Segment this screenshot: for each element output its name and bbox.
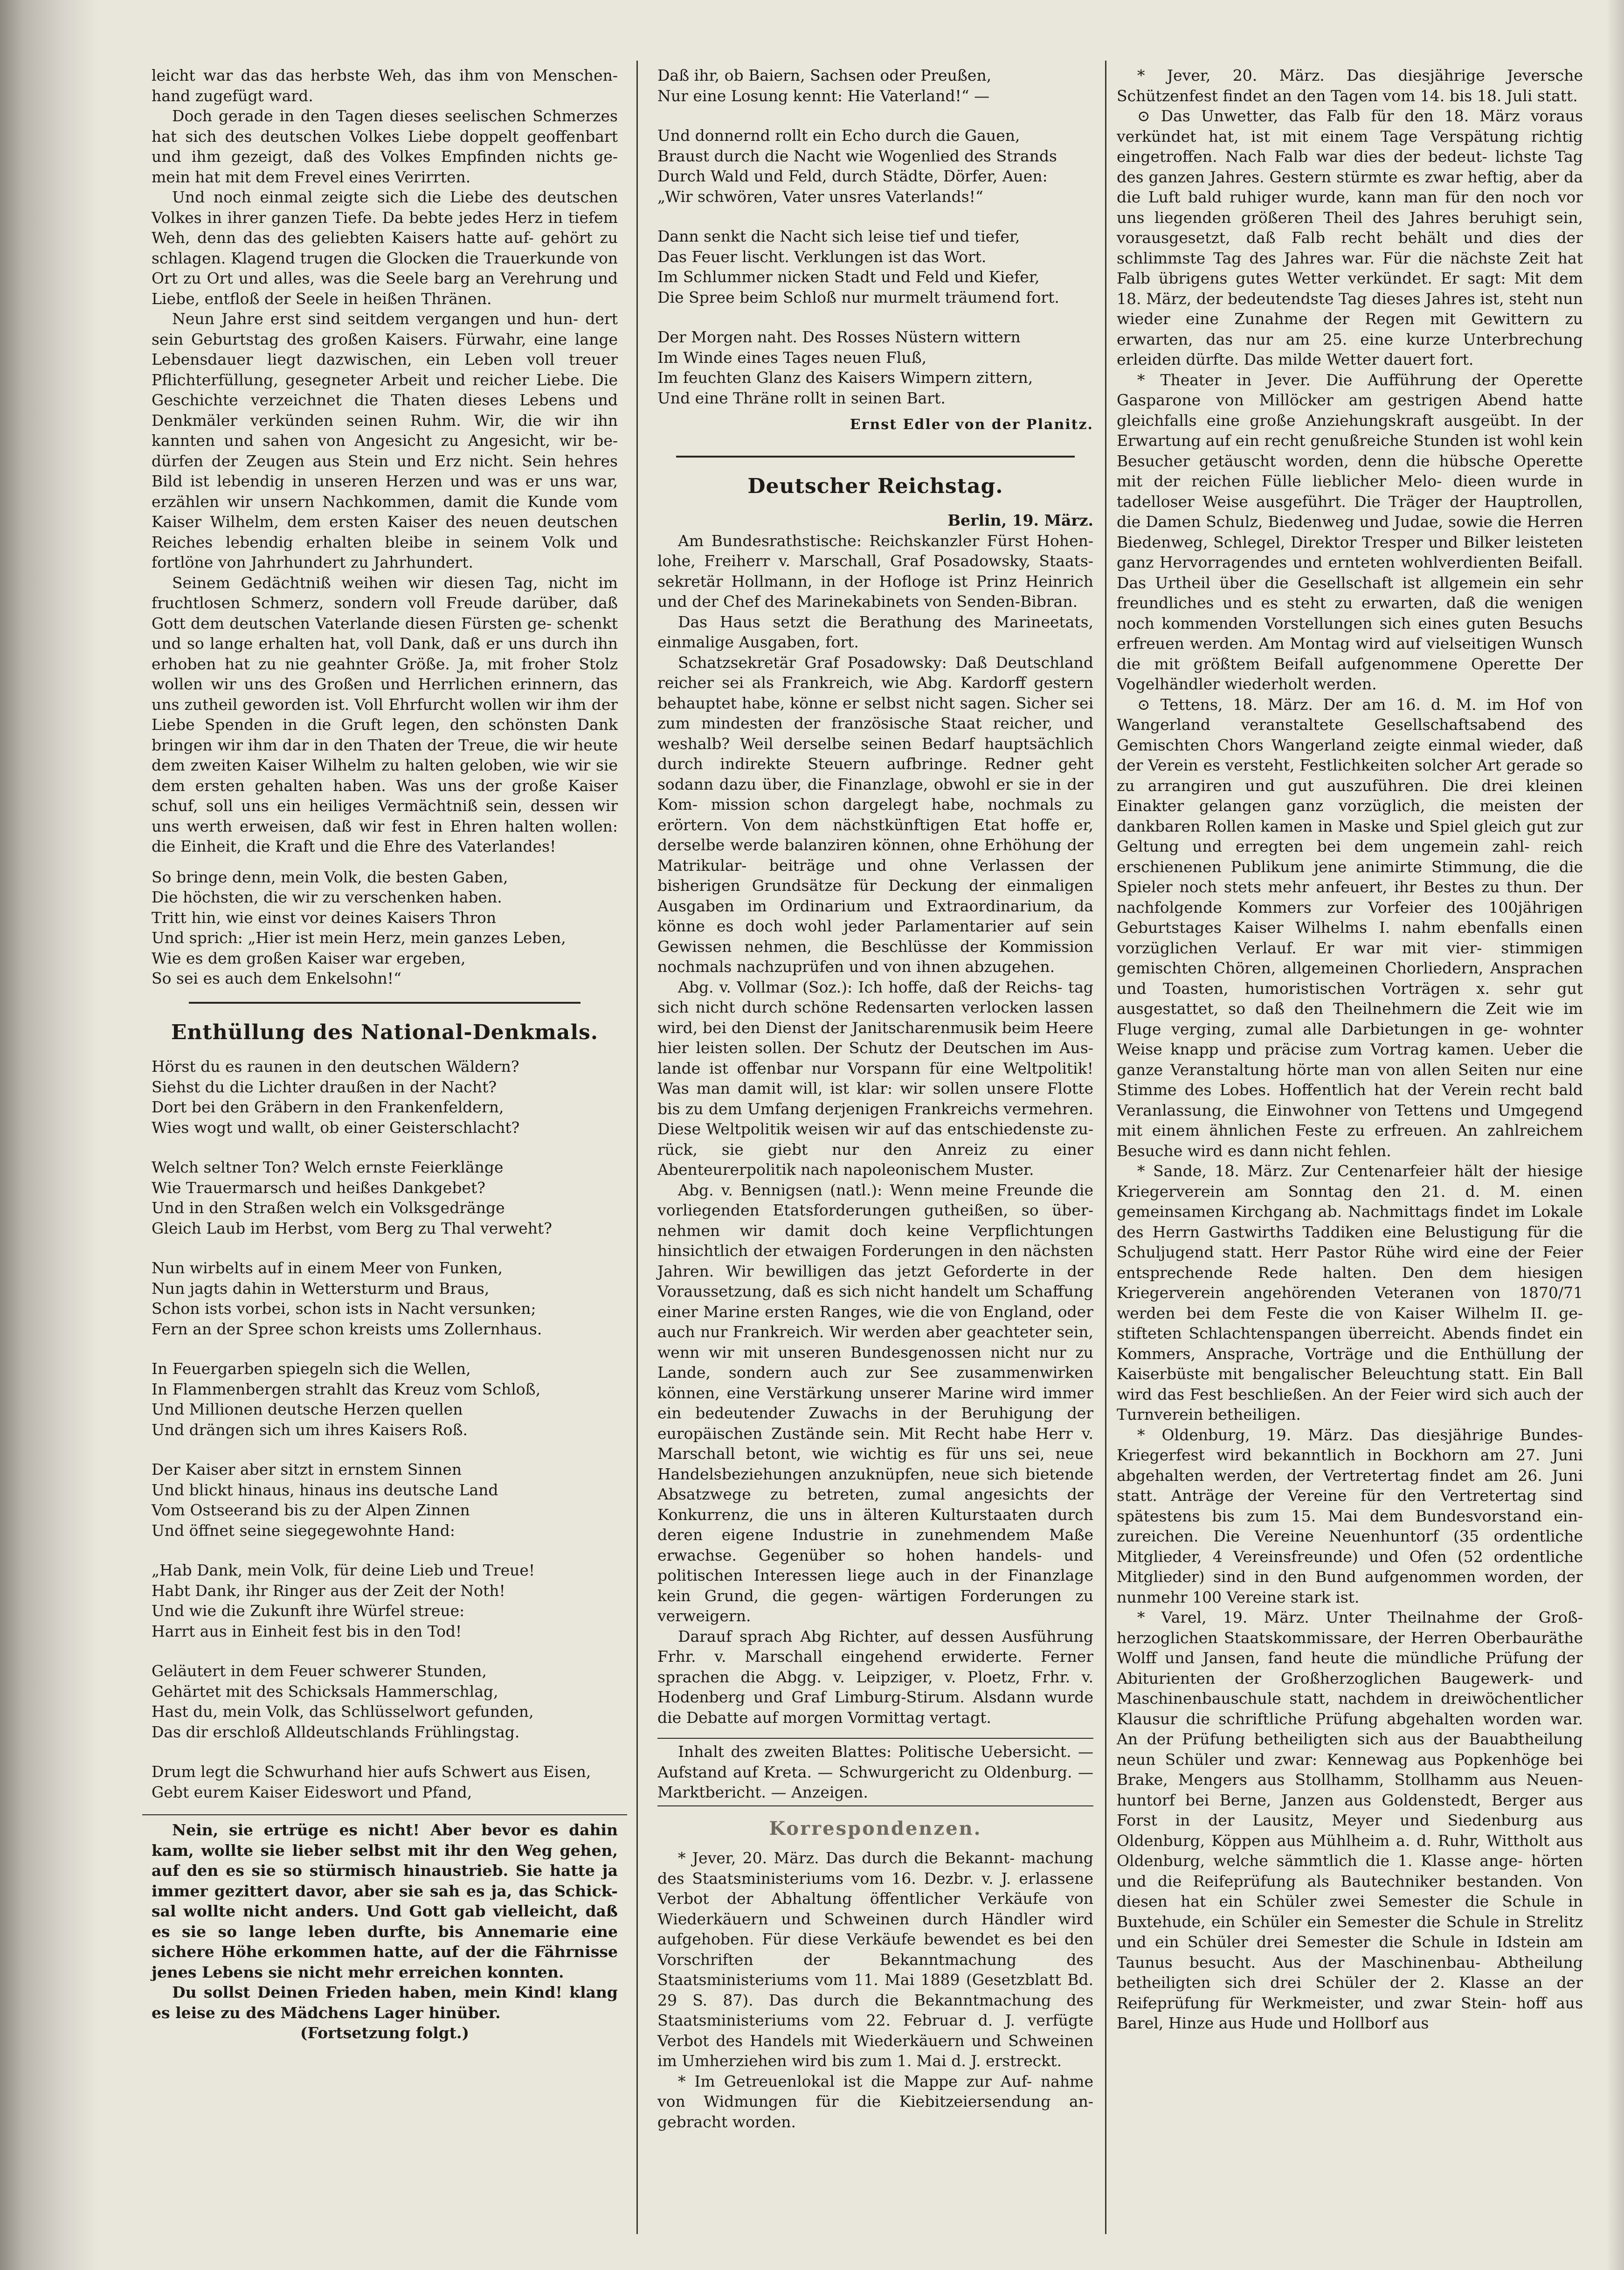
poem-title: Enthüllung des National-Denkmals. xyxy=(171,1020,599,1044)
feuilleton-paragraph: Nein, sie ertrüge es nicht! Aber bevor es dahin kam, wollte sie lieber selbst mit ihr den Weg gehen, auf den es sie so stürmisch hinaustrieb. Sie hatte ja immer gezittert davor, aber sie sah es ja, das Schick- sal wollte nicht anders. Und Gott gab vielleicht, daß es sie so lange leben durfte, bis Annemarie eine sichere Höhe erkommen hatte, auf der die Fährnisse jenes Lebens sie nicht mehr erreichen konnten. xyxy=(152,1821,618,1981)
poem-stanza: Drum legt die Schwurhand hier aufs Schwert aus Eisen, Gebt eurem Kaiser Eideswort und Pfand, xyxy=(152,1763,591,1801)
column-middle xyxy=(657,65,1093,2132)
page-edge xyxy=(1606,0,1624,2270)
paragraph: Abg. v. Vollmar (Soz.): Ich hoffe, daß der Reichs- tag sich nicht durch schöne Redensarten verlocken lassen wird, bei den Dienst der Janitscharenmusik beim Heere hier leisten sollen. Der Schutz der Deutschen im Aus- lande ist offenbar nur Vorspann für eine Weltpolitik! Was man damit will, ist klar: wir sollen unsere Flotte bis zu dem Umfang derjenigen Frankreichs vermehren. Diese Weltpolitik weisen wir auf das entschiedenste zu- rück, sie giebt nur den Anreiz zu einer Abenteurerpolitik nach napoleonischem Muster. xyxy=(657,978,1093,1179)
poem-stanza: Der Kaiser aber sitzt in ernstem Sinnen Und blickt hinaus, hinaus ins deutsche Land Vom Ostseerand bis zu der Alpen Zinnen Und öffnet seine siegegewohnte Hand: xyxy=(152,1460,498,1540)
paragraph: Abg. v. Bennigsen (natl.): Wenn meine Freunde die vorliegenden Etatsforderungen gutheißen, so über- nehmen wir damit doch keine Verpflichtungen hinsichtlich der etwaigen Forderungen in den nächsten Jahren. Wir bewilligen das jetzt Geforderte in der Voraussetzung, daß es sich nicht handelt um Schaffung einer Marine ersten Ranges, wie die von England, oder auch nur Frankreich. Wir werden aber geachteter sein, wenn wir mit unseren Bundesgenossen nicht nur zu Lande, sondern auch zur See zusammenwirken können, eine Verstärkung unserer Marine wird immer ein bedeutender Zuwachs in der Beruhigung der europäischen Zustände sein. Mit Recht habe Herr v. Marschall betont, wie wichtig es für uns sei, neue Handelsbeziehungen anzuknüpfen, neue sich bietende Absatzwege zu betreten, zumal angesichts der Konkurrenz, die uns in älteren Kulturstaaten durch deren eigene Industrie in zunehmendem Maße erwachse. Gegenüber so hohen handels- und politischen Interessen liege auch in der Finanzlage kein Grund, die gegen- wärtigen Forderungen zu verweigern. xyxy=(657,1180,1093,1625)
news-item: ⊙ Das Unwetter, das Falb für den 18. März voraus verkündet hat, ist mit einem Tage Verspätung richtig eingetroffen. Nach Falb war dies der bedeut- lichste Tag des ganzen Jahres. Gestern stürmte es zwar heftig, aber da die Luft bald ruhiger wurde, kann man für den noch vor uns liegenden größeren Theil des Jahres beruhigt sein, vorausgesetzt, daß Falb recht behält und dies der schlimmste Tag des Jahres war. Für die nächste Zeit hat Falb übrigens gutes Wetter verkündet. Er sagt: Mit dem 18. März, der bedeutendste Tag dieses Jahres ist, steht nun wieder eine Zunahme der Regen mit Gewittern zu erwarten, das nur am 25. eine kurze Unterbrechung erleiden dürfte. Das milde Wetter dauert fort. xyxy=(1117,107,1583,368)
paragraph: leicht war das das herbste Weh, das ihm von Menschen- hand zugefügt ward. xyxy=(152,66,618,105)
feuilleton-paragraph: Du sollst Deinen Frieden haben, mein Kind! klang es leise zu des Mädchens Lager hinüber. xyxy=(152,1983,618,2022)
continued-note: (Fortsetzung folgt.) xyxy=(300,2024,470,2042)
contents-text: Inhalt des zweiten Blattes: Politische Uebersicht. — Aufstand auf Kreta. — Schwurgericht zu Oldenburg. — Marktbericht. — Anzeigen. xyxy=(657,1742,1093,1801)
section-title: Deutscher Reichstag. xyxy=(747,474,1003,498)
news-item: ⊙ Tettens, 18. März. Der am 16. d. M. im Hof von Wangerland veranstaltete Gesellschaftsabend des Gemischten Chors Wangerland zeigte einmal wieder, daß der Verein es versteht, Festlichkeiten solcher Art gerade so zu arrangiren und gut auszuführen. Die drei kleinen Einakter gelangen ganz vorzüglich, die meisten der dankbaren Rollen kamen in Maske und Spiel gleich gut zur Geltung und erregten bei dem ungemein zahl- reich erschienenen Publikum jene animirte Stimmung, die die Spieler noch stets mehr anfeuert, ihr Bestes zu thun. Der nachfolgende Kommers zur Vorfeier des 100jährigen Geburtstages Kaiser Wilhelms I. nahm ebenfalls einen vorzüglichen Verlauf. Er war mit vier- stimmigen gemischten Chören, allgemeinen Chorliedern, Ansprachen und Toasten, humoristischen Vorträgen x. sehr gut ausgestattet, so daß den Theilnehmern die Zeit wie im Fluge verging, zumal alle Darbietungen in ge- wohnter Weise knapp und präcise zum Vortrag kamen. Ueber die ganze Veranstaltung hörte man von allen Seiten nur eine Stimme des Lobes. Hoffentlich hat der Verein recht bald Veranlassung, die Einwohner von Tettens und Umgegend mit einem ähnlichen Feste zu erfreuen. An zahlreichem Besuche wird es dann nicht fehlen. xyxy=(1117,695,1583,1160)
news-item: * Jever, 20. März. Das diesjährige Jeversche Schützenfest findet an den Tagen vom 14. bis 18. Juli statt. xyxy=(1117,66,1583,105)
poem-stanza: Geläutert in dem Feuer schwerer Stunden, Gehärtet mit des Schicksals Hammerschlag, Hast du, mein Volk, das Schlüsselwort gefunden, Das dir erschloß Alldeutschlands Frühlingstag. xyxy=(152,1662,534,1741)
column-right xyxy=(1117,65,1583,2034)
dateline: Berlin, 19. März. xyxy=(947,511,1093,529)
poem-stanza: „Hab Dank, mein Volk, für deine Lieb und Treue! Habt Dank, ihr Ringer aus der Zeit der Noth! Und wie die Zukunft ihre Würfel streue: Harrt aus in Einheit fest bis in den Tod! xyxy=(152,1561,535,1640)
news-item: * Sande, 18. März. Zur Centenarfeier hält der hiesige Kriegerverein am Sonntag den 21. d. M. einen gemeinsamen Kirchgang ab. Nachmittags findet im Lokale des Herrn Gastwirths Taddiken eine Belustigung für die Schuljugend statt. Herr Pastor Rühe wird eine der Feier entsprechende Rede halten. Den dem hiesigen Kriegerverein angehörenden Veteranen von 1870/71 werden bei dem Feste die von Kaiser Wilhelm II. ge- stifteten Schlachtenspangen überreicht. Abends findet ein Kommers, Ansprache, Vorträge und die Enthüllung der Kaiserbüste mit bengalischer Beleuchtung statt. Ein Ball wird das Fest beschließen. An der Feier wird sich auch der Turnverein betheiligen. xyxy=(1117,1162,1583,1423)
column-rule-2 xyxy=(1105,61,1106,2234)
news-item: * Theater in Jever. Die Aufführung der Operette Gasparone von Millöcker am gestrigen Abend hatte gleichfalls eine große Anziehungskraft ausgeübt. In der Erwartung auf ein recht genußreiche Stunden ist wohl kein Besucher getäuscht worden, denn die hübsche Operette mit der reichen Fülle lieblicher Melo- dieen wurde in tadelloser Weise ausgeführt. Die Träger der Hauptrollen, die Damen Schulz, Biedenweg und Judae, sowie die Herren Biedenweg, Schlegel, Direktor Tresper und Bilker leisteten ganz Hervorragendes und ernteten wohlverdienten Beifall. Das Urtheil über die Gesellschaft ist allgemein ein sehr freundliches und es steht zu erwarten, daß die wenigen noch kommenden Vorstellungen sich eines guten Besuchs erfreuen werden. Am Montag wird auf vielseitigen Wunsch die mit größtem Beifall aufgenommene Operette Der Vogelhändler wiederholt werden. xyxy=(1117,370,1583,693)
closing-verse: So bringe denn, mein Volk, die besten Gaben, Die höchsten, die wir zu verschenken haben. Tritt hin, wie einst vor deines Kaisers Thron Und sprich: „Hier ist mein Herz, mein ganzes Leben, Wie es dem großen Kaiser war ergeben, So sei es auch dem Enkelsohn!“ xyxy=(152,868,566,987)
contents-box xyxy=(657,1738,1093,1806)
paragraph: Schatzsekretär Graf Posadowsky: Daß Deutschland reicher sei als Frankreich, wie Abg. Kardorff gestern behauptet habe, könne er selbst nicht sagen. Sicher sei zum mindesten der französische Staat reicher, und weshalb? Weil derselbe seinen Bedarf hauptsächlich durch indirekte Steuern aufbringe. Redner geht sodann dazu über, die Finanzlage, obwohl er sie in der Kom- mission schon dargelegt habe, nochmals zu erörtern. Von dem nächstkünftigen Etat hoffe er, derselbe werde balanziren können, ohne Erhöhung der Matrikular- beiträge und ohne Verlassen der bisherigen Grundsätze für Deckung der einmaligen Ausgaben im Ordinarium und Extraordinarium, da könne es doch wohl jeder Parlamentarier auf sein Gewissen nehmen, die Beschlüsse der Kommission nochmals nachzuprüfen und von ihnen abzugehen. xyxy=(657,653,1093,976)
poem-stanza: Welch seltner Ton? Welch ernste Feierklänge Wie Trauermarsch und heißes Dankgebet? Und in den Straßen welch ein Volksgedränge Gleich Laub im Herbst, vom Berg zu Thal verweht? xyxy=(152,1158,552,1237)
paragraph: Am Bundesrathstische: Reichskanzler Fürst Hohen- lohe, Freiherr v. Marschall, Graf Posadowsky, Staats- sekretär Hollmann, in der Hofloge ist Prinz Heinrich und der Chef des Marinekabinets von Senden-Bibran. xyxy=(657,531,1093,611)
poem-stanza: Hörst du es raunen in den deutschen Wäldern? Siehst du die Lichter draußen in der Nacht? Dort bei den Gräbern in den Frankenfeldern, Wies wogt und wallt, ob einer Geisterschlacht? xyxy=(152,1057,520,1137)
poem-stanza: Dann senkt die Nacht sich leise tief und tiefer, Das Feuer lischt. Verklungen ist das Wort. Im Schlummer nicken Stadt und Feld und Kiefer, Die Spree beim Schloß nur murmelt träumend fort. xyxy=(657,227,1059,306)
column-left xyxy=(152,65,618,2043)
binding-gutter xyxy=(0,0,98,2270)
section-title: Korrespondenzen. xyxy=(769,1817,982,1840)
feuilleton-divider xyxy=(142,1814,627,1815)
paragraph: * Jever, 20. März. Das durch die Bekannt- machung des Staatsministeriums vom 16. Dezbr. v. J. erlassene Verbot der Abhaltung öffentlicher Verkäufe von Wiederkäuern und Schweinen durch Händler wird aufgehoben. Für diese Verkäufe bewendet es bei den Vorschriften der Bekanntmachung des Staatsministeriums vom 11. Mai 1889 (Gesetzblatt Bd. 29 S. 87). Das durch die Bekanntmachung des Staatsministeriums vom 22. Februar d. J. verfügte Verbot des Handels mit Wiederkäuern und Schweinen im Umherziehen wird bis zum 1. Mai d. J. erstreckt. xyxy=(657,1849,1093,2070)
section-divider xyxy=(676,456,1075,458)
column-rule-1 xyxy=(636,61,638,2234)
poem-signature: Ernst Edler von der Planitz. xyxy=(850,417,1093,433)
poem-stanza: Nun wirbelts auf in einem Meer von Funken, Nun jagts dahin in Wettersturm und Braus, Schon ists vorbei, schon ists in Nacht versunken; Fern an der Spree schon kreists ums Zollernhaus. xyxy=(152,1259,542,1338)
poem-stanza: In Feuergarben spiegeln sich die Wellen, In Flammenbergen strahlt das Kreuz vom Schloß, Und Millionen deutsche Herzen quellen Und drängen sich um ihres Kaisers Roß. xyxy=(152,1360,541,1439)
poem-stanza: Und donnernd rollt ein Echo durch die Gauen, Braust durch die Nacht wie Wogenlied des Strands Durch Wald und Feld, durch Städte, Dörfer, Auen: „Wir schwören, Vater unsres Vaterlands!“ xyxy=(657,126,1057,206)
paragraph: Und noch einmal zeigte sich die Liebe des deutschen Volkes in ihrer ganzen Tiefe. Da bebte jedes Herz in tiefem Weh, denn das des geliebten Kaisers hatte auf- gehört zu schlagen. Klagend trugen die Glocken die Trauerkunde von Ort zu Ort und alles, was die Seele barg an Verehrung und Liebe, entfloß der Seele in heißen Thränen. xyxy=(152,188,618,308)
poem-stanza: Der Morgen naht. Des Rosses Nüstern wittern Im Winde eines Tages neuen Fluß, Im feuchten Glanz des Kaisers Wimpern zittern, Und eine Thräne rollt in seinen Bart. xyxy=(657,328,1033,407)
section-divider xyxy=(189,1002,580,1004)
news-item: * Oldenburg, 19. März. Das diesjährige Bundes- Kriegerfest wird bekanntlich in Bockhorn am 27. Juni abgehalten werden, der Vertretertag findet am 26. Juni statt. Anträge der Vereine für den Vertretertag sind spätestens bis zum 15. Mai dem Bundesvorstand ein- zureichen. Die Vereine Neuenhuntorf (35 ordentliche Mitglieder, 4 Vereinsfreunde) und Ofen (52 ordentliche Mitglieder) sind in den Bund aufgenommen worden, der nunmehr 100 Vereine stark ist. xyxy=(1117,1425,1583,1606)
paragraph: Neun Jahre erst sind seitdem vergangen und hun- dert sein Geburtstag des großen Kaisers. Fürwahr, eine lange Lebensdauer liegt dazwischen, ein Leben voll treuer Pflichterfüllung, gesegneter Arbeit und reicher Liebe. Die Geschichte verzeichnet die Thaten dieses Lebens und Denkmäler verkünden seinen Ruhm. Wir, die wir ihn kannten und sahen von Angesicht zu Angesicht, wir be- dürfen der Zeugen aus Stein und Erz nicht. Sein hehres Bild ist lebendig in unseren Herzen und was er uns war, erzählen wir unsern Nachkommen, damit die Kunde vom Kaiser Wilhelm, dem ersten Kaiser des neuen deutschen Reiches lebendig erhalten bleibe in seinem Volk und fortlöne von Jahrhundert zu Jahrhundert. xyxy=(152,310,618,571)
poem-stanza: Daß ihr, ob Baiern, Sachsen oder Preußen, Nur eine Losung kennt: Hie Vaterland!“ — xyxy=(657,66,992,105)
paragraph: Darauf sprach Abg Richter, auf dessen Ausführung Frhr. v. Marschall eingehend erwiderte. Ferner sprachen die Abgg. v. Leipziger, v. Ploetz, Frhr. v. Hodenberg und Graf Limburg-Stirum. Alsdann wurde die Debatte auf morgen Vormittag vertagt. xyxy=(657,1627,1093,1727)
paragraph: Das Haus setzt die Berathung des Marineetats, einmalige Ausgaben, fort. xyxy=(657,612,1093,651)
paragraph: Seinem Gedächtniß weihen wir diesen Tag, nicht im fruchtlosen Schmerz, sondern voll Freude darüber, daß Gott dem deutschen Vaterlande diesen Fürsten ge- schenkt und so lange erhalten hat, voll Dank, daß er uns durch ihn erhoben hat zu nie geahnter Größe. Ja, mit froher Stolz wollen wir uns des Großen und Herrlichen erinnern, das uns zutheil geworden ist. Voll Ehrfurcht wollen wir ihm der Liebe Spenden in die Gruft legen, den schönsten Dank bringen wir ihm dar in den Thaten der Treue, die wir heute dem zweiten Kaiser Wilhelm zu halten geloben, wie wir sie dem ersten gehalten haben. Was uns der große Kaiser schuf, soll uns ein heiliges Vermächtniß sein, dessen wir uns werth erweisen, daß wir fest in Ehren halten wollen: die Einheit, die Kraft und die Ehre des Vaterlandes! xyxy=(152,573,618,855)
news-item: * Varel, 19. März. Unter Theilnahme der Groß- herzoglichen Staatskommissare, der Herren Oberbauräthe Wolff und Jansen, fand heute die mündliche Prüfung der Abiturienten der Großherzoglichen Baugewerk- und Maschinenbauschule statt, nachdem in dreiwöchentlicher Klausur die schriftliche Prüfung abgehalten worden war. An der Prüfung betheiligten sich aus der Bauabtheilung neun Schüler und zwar: Kennewag aus Popkenhöge bei Brake, Mengers aus Stollhamm, Stollhamm aus Neuen- huntorf bei Berne, Janzen aus Goldenstedt, Berger aus Forst in der Lausitz, Meyer und Siedenburg aus Oldenburg, Köppen aus Mühlheim a. d. Ruhr, Wittholt aus Oldenburg, welche sämmtlich die 1. Klasse ange- hörten und die Reifeprüfung als Bautechniker bestanden. Von diesen hat ein Schüler zwei Semester die Schule in Buxtehude, ein Schüler ein Semester die Schule in Strelitz und ein Schüler drei Semester die Schule in Idstein am Taunus besucht. Aus der Maschinenbau- Abtheilung betheiligten sich drei Schüler der 2. Klasse an der Reifeprüfung für Werkmeister, und zwar Stein- hoff aus Barel, Hinze aus Hude und Hollborf aus xyxy=(1117,1608,1583,2032)
paragraph: * Im Getreuenlokal ist die Mappe zur Auf- nahme von Widmungen für die Kiebitzeiersendung an- gebracht worden. xyxy=(657,2072,1093,2131)
paragraph: Doch gerade in den Tagen dieses seelischen Schmerzes hat sich des deutschen Volkes Liebe doppelt geoffenbart und ihm gezeigt, daß des Volkes Empfinden nichts ge- mein hat mit dem Frevel eines Verirrten. xyxy=(152,107,618,186)
